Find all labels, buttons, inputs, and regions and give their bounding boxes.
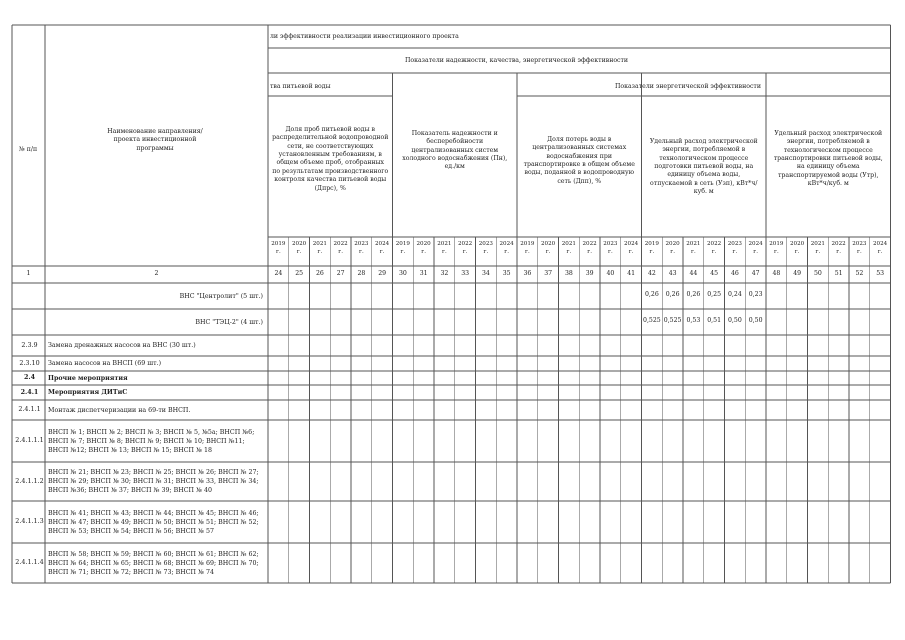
row-name: Замена насосов на ВНСП (69 шт.) (48, 360, 162, 367)
year-header: 2019 г. (769, 241, 784, 256)
year-header: 2019 г. (644, 241, 659, 256)
year-header: 2020 г. (665, 241, 680, 256)
year-header: 2023 г. (478, 241, 493, 256)
row-number: 2.4.1 (20, 387, 39, 396)
year-header: 2019 г. (520, 241, 535, 256)
column-number: 42 (647, 270, 656, 277)
group-top-title: ли эффективности реализации инвестиционного проекта (270, 33, 459, 40)
row-number: 2.4.1.1.2 (15, 476, 44, 485)
column-number: 34 (481, 270, 490, 277)
column-number: 25 (295, 270, 304, 277)
column-number: 45 (710, 270, 719, 277)
column-number: 1 (26, 270, 31, 277)
column-number: 27 (336, 270, 345, 277)
row-name: ВНСП № 21; ВНСП № 23; ВНСП № 25; ВНСП № 26; ВНСП № 27; ВНСП № 29; ВНСП № 30; ВНСП № 31; ВНСП № 33, ВНСП № 34; ВНСП №36; ВНСП № 37; ВНСП № 39; ВНСП № 40 (48, 469, 259, 495)
column-number: 40 (606, 270, 615, 277)
value-cell: 0,24 (727, 291, 742, 298)
row-number: 2.4 (23, 373, 36, 381)
year-header: 2023 г. (852, 241, 867, 256)
value-cell: 0,23 (748, 291, 763, 298)
value-cell: 0,26 (644, 291, 659, 298)
row-name: Прочие мероприятия (48, 374, 128, 382)
column-number: 48 (772, 270, 781, 277)
indicator-header-5: Удельный расход электрической энергии, потребляемой в технологическом процессе транспортировки питьевой воды, на единицу объема транспортируемой воды (Утр), кВт*ч/куб. м (773, 130, 883, 188)
column-number: 50 (813, 270, 822, 277)
value-cell: 0,50 (727, 317, 742, 324)
value-cell: 0,51 (707, 317, 722, 324)
year-header: 2021 г. (686, 241, 701, 256)
indicator-header-4: Удельный расход электрической энергии, потребляемой в технологическом процессе подготовки питьевой воды, на единицу объема воды, отпускаемой в сеть (Узп), кВт*ч/куб. м (649, 138, 758, 196)
year-header: 2021 г. (312, 241, 327, 256)
column-number: 51 (834, 270, 843, 277)
column-number: 46 (730, 270, 739, 277)
value-cell: 0,25 (707, 291, 722, 298)
column-number: 38 (564, 270, 573, 277)
year-header: 2020 г. (292, 241, 307, 256)
row-name: ВНС "Центролит" (5 шт.) (179, 292, 263, 300)
indicator-header-1: Доля проб питьевой воды в распределительной водопроводной сети, не соответствующих установленным требованиям, в общем объеме проб, отобранных по результатам производственного контроля качества питьевой воды (Дпрс), % (272, 126, 389, 192)
column-number: 28 (357, 270, 366, 277)
column-number: 30 (398, 270, 407, 277)
year-header: 2019 г. (395, 241, 410, 256)
column-number: 24 (274, 270, 283, 277)
row-name: Мероприятия ДИТиС (48, 389, 128, 396)
group-mid-title: Показатели надежности, качества, энергетической эффективности (405, 57, 629, 64)
year-header: 2022 г. (707, 241, 722, 256)
column-number: 35 (502, 270, 511, 277)
year-header: 2020 г. (541, 241, 556, 256)
row-name: Замена дренажных насосов на ВНС (30 шт.) (48, 342, 196, 349)
column-number: 49 (793, 270, 802, 277)
row-number: 2.4.1.1.1 (15, 436, 44, 444)
column-number: 44 (689, 270, 698, 277)
value-cell: 0,525 (663, 317, 682, 324)
column-number: 29 (378, 270, 387, 277)
column-number: 53 (876, 270, 885, 277)
year-header: 2022 г. (333, 241, 348, 256)
year-header: 2024 г. (873, 241, 888, 256)
row-name: ВНСП № 58; ВНСП № 59; ВНСП № 60; ВНСП № 61; ВНСП № 62; ВНСП № 64; ВНСП № 65; ВНСП № 68; ВНСП № 69; ВНСП № 70; ВНСП № 71; ВНСП № 72; ВНСП № 73; ВНСП № 74 (48, 550, 259, 576)
row-number: 2.3.10 (19, 358, 40, 367)
row-number: 2.4.1.1.4 (15, 558, 44, 566)
col-name-header: Наименование направления/ проекта инвестиционной программы (107, 128, 203, 152)
energy-subgroup-title: Показатели энергетической эффективности (615, 83, 761, 90)
column-number: 26 (315, 270, 324, 277)
year-header: 2022 г. (831, 241, 846, 256)
column-number: 39 (585, 270, 594, 277)
year-header: 2023 г. (603, 241, 618, 256)
indicator-header-2: Показатель надежности и бесперебойности централизованных систем холодного водоснабжения (Пн), ед./км (402, 130, 508, 171)
column-number: 52 (855, 270, 864, 277)
row-number: 2.4.1.1 (18, 405, 41, 413)
row-name: ВНСП № 41; ВНСП № 43; ВНСП № 44; ВНСП № 45; ВНСП № 46; ВНСП № 47; ВНСП № 49; ВНСП № 50; ВНСП № 51; ВНСП № 52; ВНСП № 53; ВНСП № 54; ВНСП № 56; ВНСП № 57 (48, 509, 259, 535)
value-cell: 0,26 (665, 291, 680, 298)
year-header: 2023 г. (354, 241, 369, 256)
row-number: 2.3.9 (21, 340, 38, 349)
column-number: 31 (419, 270, 428, 277)
year-header: 2020 г. (416, 241, 431, 256)
year-header: 2024 г. (499, 241, 514, 256)
col-no-header: № п/п (18, 146, 38, 153)
value-cell: 0,50 (748, 317, 763, 324)
row-name: Монтаж диспетчеризации на 69-ти ВНСП. (48, 406, 191, 414)
year-header: 2022 г. (458, 241, 473, 256)
row-name: ВНСП № 1; ВНСП № 2; ВНСП № 3; ВНСП № 5, №5а; ВНСП №6; ВНСП № 7; ВНСП № 8; ВНСП № 9; ВНСП № 10; ВНСП №11; ВНСП №12; ВНСП № 13; ВНСП № 15; ВНСП № 18 (48, 428, 255, 454)
year-header: 2024 г. (375, 241, 390, 256)
column-number: 2 (154, 270, 159, 277)
year-header: 2019 г. (271, 241, 286, 256)
value-cell: 0,26 (686, 291, 701, 298)
row-number: 2.4.1.1.3 (15, 517, 44, 525)
year-header: 2024 г. (624, 241, 639, 256)
year-header: 2023 г. (727, 241, 742, 256)
year-header: 2021 г. (437, 241, 452, 256)
row-name: ВНС "ТЭЦ-2" (4 шт.) (195, 318, 263, 326)
column-number: 33 (461, 270, 470, 277)
quality-subgroup-title: тва питьевой воды (270, 83, 331, 90)
column-number: 37 (544, 270, 553, 277)
column-number: 36 (523, 270, 532, 277)
year-header: 2021 г. (810, 241, 825, 256)
column-number: 43 (668, 270, 677, 277)
column-number: 47 (751, 270, 760, 277)
value-cell: 0,53 (686, 317, 701, 324)
year-header: 2020 г. (790, 241, 805, 256)
value-cell: 0,525 (643, 317, 661, 324)
column-number: 32 (440, 270, 449, 277)
column-number: 41 (627, 270, 636, 277)
year-header: 2022 г. (582, 241, 597, 256)
year-header: 2024 г. (748, 241, 763, 256)
year-header: 2021 г. (561, 241, 576, 256)
indicator-header-3: Доля потерь воды в централизованных системах водоснабжения при транспортировке в общем объеме воды, поданной в водопроводную сеть (Дпп), % (523, 136, 635, 185)
